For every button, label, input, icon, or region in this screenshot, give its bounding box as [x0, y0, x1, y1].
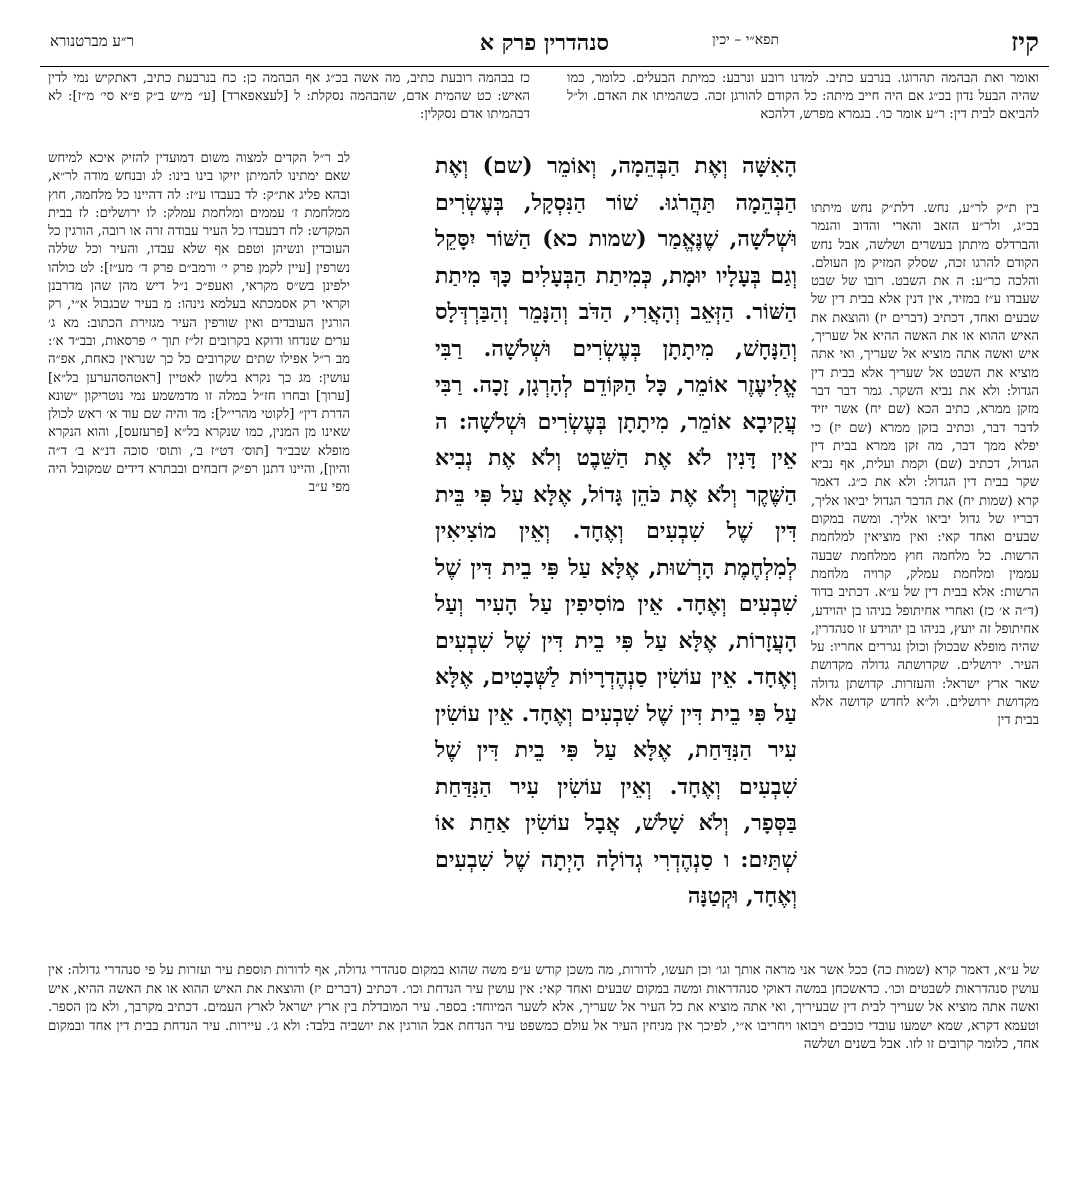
header-rule — [40, 66, 1049, 67]
left-commentary-column: לב ר״ל הקדים למצוה משום דמועדין להזיק איכא למיחש שאם ימתינו להמיתן יזיקו בינו בינו: לג ובנחש מודה לר״א, ובהא פליג את״ק: לד בעבדו ע״ז: לה דהיינו כל מלחמה, חוץ ממלחמת ז׳ עממים ומלחמת עמלק: לו ירושלים: לז בבית המקדש: לח דבעבדו כל העיר עבודה זרה או רובה, הורגין כל העובדין ונשיהן וטפם אף שלא עבדו, והעיר וכל שללה נשרפין [עיין לקמן פרק י׳ ורמב״ם פרק ד׳ מע״ז]: לט כולהו ילפינן בש״ס מקראי, ואעפ״כ נ״ל דיש מהן שהן מדרבנן וקראי רק אסמכתא בעלמא נינהו: מ בעיר שבגבול א״י, רק הורגין העובדים ואין שורפין העיר מגזירת הכתוב: מא ג׳ ערים שנדחו ודוקא בקרובים זל״ז תוך י׳ פרסאות, ובב״ד א׳: מב ר״ל אפילו שתים שקרובים כל כך שנראין כאחת, אפ״ה עושין: מג כך נקרא בלשון לאטיין [ראטהסהערען בל״א] [ערוך] ובחרו חז״ל במלה זו מדמשמע נמי נוטריקון ״שונא הדרת דין״ [לקוטי מהרי״ל]: מד והיה שם עוד א׳ ראש לכולן שאינו מן המנין, כמו שנקרא בל״א [פרעזעס], והוא הנקרא מופלא שבב״ד [תוס׳ דט״ז ב׳, ותוס׳ סוכה דנ״א ב׳ ד״ה והיון], והיינו דתנן רפ״ק דזבחים ובבתרא דידים שמקובל היה מפי ע״ב — [48, 151, 350, 496]
right-commentary-top: ואומר ואת הבהמה תהרוגו. בנרבע כתיב. למדנו רובע ונרבע: כמיתת הבעלים. כלומר, כמו שהיה הבעל נדון בכ״ג אם היה חייב מיתה: כל הקודם להורגן זכה. כשהמיתו את האדם. ול״ל להביאם לבית דין: ר״ע אומר כו׳. בגמרא מפרש, דלהכא — [567, 71, 1039, 123]
left-commentary-top: כז בבהמה רובעת כתיב, מה אשה בכ״ג אף הבהמה כן: כח בנרבעת כתיב, דאתקיש נמי לדין האיש: כט שהמית אדם, שהבהמה נסקלת: ל [לעצאפארד] [ע״ מ״ש ב״ק פ״א סי׳ מ״ז]: לא דבהמיתו אדם נסקלין: — [48, 71, 530, 123]
page-header — [40, 28, 1049, 66]
page-number: קיז — [1011, 28, 1039, 58]
right-commentary-column: בין ת״ק לר״ע, נחש. דלת״ק נחש מיתתו בכ״ג, ולר״ע הזאב והארי והדוב והנמר והברדלס מיתתן בעשרים ושלשה, אבל נחש הקודם להרגו זכה, שסלק המזיק מן העולם. והלכה כר״ע: ה את השבט. רובו של שבט שעבדו ע״ז במזיד, אין דנין אלא בבית דין של שבעים ואחד, דכתיב (דברים יז) והוצאת את האיש ההוא או את האשה ההיא אל שעריך, איש ואשה אתה מוציא אל שעריך, ואי אתה מוציא את השבט אל שעריך אלא בבית דין הגדול: ולא את נביא השקר. גמר דבר דבר מזקן ממרא, כתיב הכא (שם יח) אשר יזיד לדבר דבר, וכתיב בזקן ממרא (שם יז) כי יפלא ממך דבר, מה זקן ממרא בבית דין הגדול, דכתיב (שם) וקמת ועלית, אף נביא שקר בבית דין הגדול: ולא את כ״ג. דאמר קרא (שמות יח) את הדבר הגדול יביאו אליך, דבריו של גדול יביאו אליך. ומשה במקום שבעים ואחד קאי: ואין מוציאין למלחמת הרשות. כל מלחמה חוץ ממלחמת שבעה עממין ומלחמת עמלק, קרויה מלחמת הרשות: אלא בבית דין של ע״א. דכתיב בדוד (ד״ה א׳ כז) ואחרי אחיתופל בניהו בן יהוידע, אחיתופל זה יועץ, בניהו בן יהוידע זו סנהדרין, שהיה מופלא שבכולן וכולן נגררים אחריו: על העיר. ירושלים. שקדושתה גדולה מקדושת שאר ארץ ישראל: והעזרות. קדושתן גדולה מקדושת ירושלים. ול״א לחדש קדושה אלא בבית דין — [811, 201, 1039, 729]
tractate-title: סנהדרין פרק א — [479, 30, 609, 56]
mishnah-text-block: הָאִשָּׁה וְאֶת הַבְּהֵמָה, וְאוֹמֵר (שם) וְאֶת הַבְּהֵמָה תַּהֲרֹגוּ. שׁוֹר הַנִּסְקָל, בְּעֶשְׂרִים וּשְׁלֹשָׁה, שֶׁנֶּאֱמַר (שמות כא) הַשּׁוֹר יִסָּקֵל וְגַם בְּעָלָיו יוּמָת, כְּמִיתַת הַבְּעָלִים כָּךְ מִיתַת הַשּׁוֹר. הַזְּאֵב וְהָאֲרִי, הַדֹּב וְהַנָּמֵר וְהַבַּרְדְּלָס וְהַנָּחָשׁ, מִיתָתָן בְּעֶשְׂרִים וּשְׁלֹשָׁה. רַבִּי אֱלִיעֶזֶר אוֹמֵר, כָּל הַקּוֹדֵם לְהָרְגָן, זָכָה. רַבִּי עֲקִיבָא אוֹמֵר, מִיתָתָן בְּעֶשְׂרִים וּשְׁלֹשָׁה: ה אֵין דָּנִין לֹא אֶת הַשֵּׁבֶט וְלֹא אֶת נְבִיא הַשֶּׁקֶר וְלֹא אֶת כֹּהֵן גָּדוֹל, אֶלָּא עַל פִּי בֵּית דִּין שֶׁל שִׁבְעִים וְאֶחָד. וְאֵין מוֹצִיאִין לְמִלְחֶמֶת הָרְשׁוּת, אֶלָּא עַל פִּי בֵית דִּין שֶׁל שִׁבְעִים וְאֶחָד. אֵין מוֹסִיפִין עַל הָעִיר וְעַל הָעֲזָרוֹת, אֶלָּא עַל פִּי בֵית דִּין שֶׁל שִׁבְעִים וְאֶחָד. אֵין עוֹשִׂין סַנְהֶדְרָיוֹת לַשְּׁבָטִים, אֶלָּא עַל פִּי בֵית דִּין שֶׁל שִׁבְעִים וְאֶחָד. אֵין עוֹשִׂין עִיר הַנִּדַּחַת, אֶלָּא עַל פִּי בֵית דִּין שֶׁל שִׁבְעִים וְאֶחָד. וְאֵין עוֹשִׂין עִיר הַנִּדַּחַת בַּסְּפָר, וְלֹא שָׁלֹשׁ, אֲבָל עוֹשִׂין אַחַת אוֹ שְׁתַּיִם: ו סַנְהֶדְרִי גְדוֹלָה הָיְתָה שֶׁל שִׁבְעִים וְאֶחָד, וּקְטַנָּה — [435, 153, 797, 909]
bottom-commentary: של ע״א, דאמר קרא (שמות כה) ככל אשר אני מראה אותך וגו׳ וכן תעשו, לדורות, מה משכן קודש ע״פ משה שהוא במקום סנהדרי גדולה, אף לדורות תוספת עיר ועזרות על פי סנהדרי גדולה: אין עושין סנהדראות לשבטים וכו׳. כדאשכחן במשה דאוקי סנהדראות ומשה במקום שבעים ואחד קאי: אין עושין עיר הנדחת וכו׳. דכתיב (דברים יז) והוצאת את האיש ההוא או את האשה ההיא, איש ואשה אתה מוציא אל שעריך לבית דין שבעיריך, ואי אתה מוציא את כל העיר אל שעריך, אלא לשער המיוחד: בספר. עיר המובדלת בין ארץ ישראל לארץ העמים. דכתיב מקרבך, ולא מן הספר. וטעמא דקרא, שמא ישמעו עובדי כוכבים ויבואו ויחריבו א״י, לפיכך אין מניחין העיר אל עולם כמשפט עיר הנדחת אבל הורגין את יושביה בלבד: ולא ג׳. עיירות. עיר הנדחת בבית דין אחד ובמקום אחד, כלומר קרובים זו לזו. אבל בשנים ושלשה — [48, 963, 1039, 1053]
commentary-range: תפא״י – יכין — [712, 32, 779, 48]
bartenura-label: ר״ע מברטנורא — [50, 32, 134, 50]
